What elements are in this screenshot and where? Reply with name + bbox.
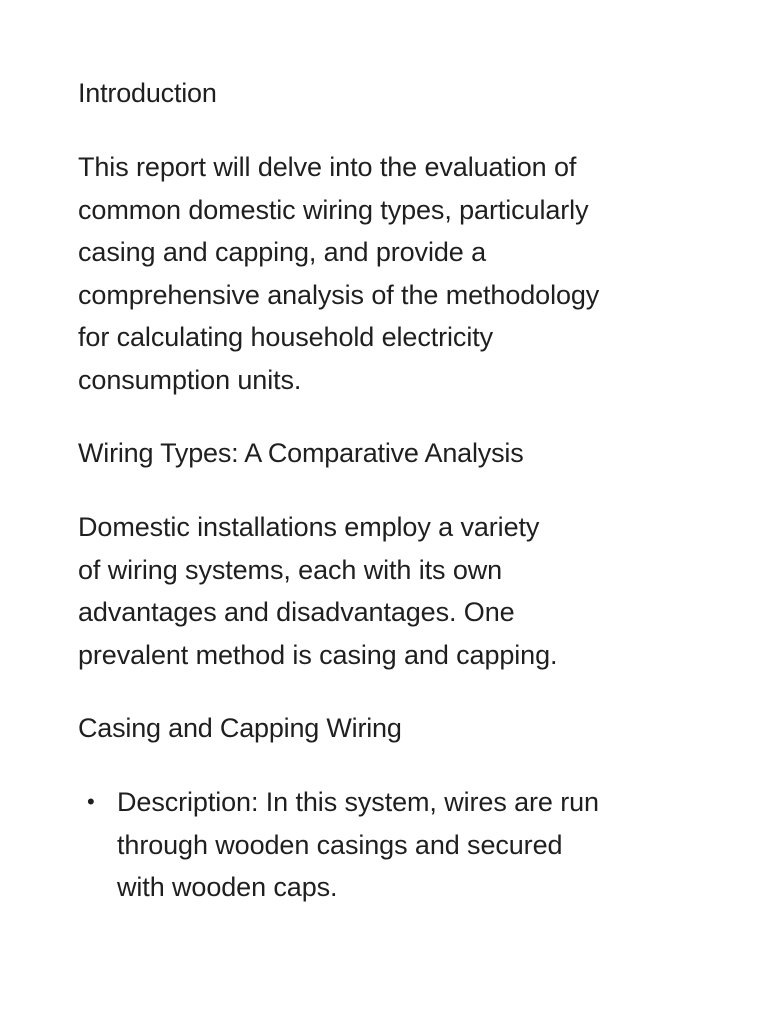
section-heading-wiring-types: Wiring Types: A Comparative Analysis	[78, 438, 524, 468]
paragraph-line: comprehensive analysis of the methodology	[78, 279, 600, 310]
section-heading-casing-capping: Casing and Capping Wiring	[78, 713, 402, 743]
bullet-text: In this system, wires are run	[258, 787, 599, 817]
paragraph-line: This report will delve into the evaluation of	[78, 152, 577, 182]
bullet-icon: •	[87, 789, 95, 814]
paragraph-line: prevalent method is casing and capping.	[78, 639, 558, 670]
paragraph-line: Domestic installations employ a variety	[78, 512, 540, 542]
paragraph-line: casing and capping, and provide a	[78, 237, 487, 267]
introduction-paragraph	[78, 146, 708, 401]
bullet-label: Description:	[117, 787, 259, 817]
section-heading-introduction: Introduction	[78, 78, 217, 108]
paragraph-line: advantages and disadvantages. One	[78, 597, 515, 627]
bullet-first-line	[117, 781, 708, 824]
bullet-line: through wooden casings and secured	[117, 829, 563, 860]
paragraph-line: of wiring systems, each with its own	[78, 554, 503, 585]
paragraph-line: consumption units.	[78, 364, 302, 395]
list-item	[78, 781, 708, 909]
paragraph-line: for calculating household electricity	[78, 322, 494, 352]
wiring-types-paragraph	[78, 506, 708, 676]
bullet-line: with wooden caps.	[117, 872, 338, 902]
casing-capping-bullet-list	[78, 781, 708, 909]
paragraph-line: common domestic wiring types, particularly	[78, 194, 589, 225]
